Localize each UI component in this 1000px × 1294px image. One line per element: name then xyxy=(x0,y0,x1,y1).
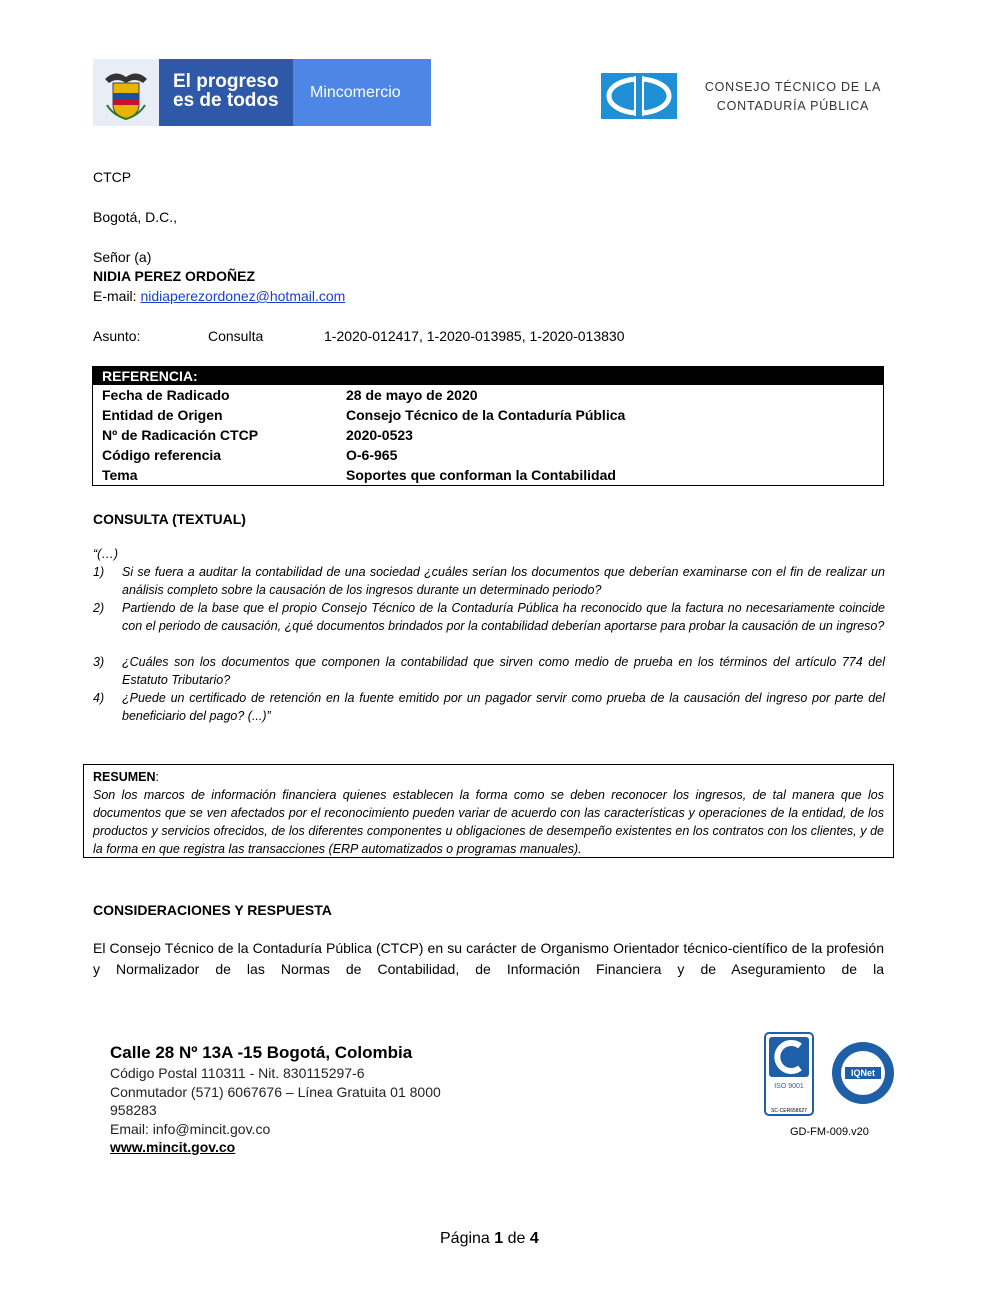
reference-key: Código referencia xyxy=(102,447,222,463)
footer-address xyxy=(110,1042,530,1157)
subject-line xyxy=(93,327,693,345)
page-number xyxy=(440,1229,539,1249)
gov-logo xyxy=(93,59,431,126)
phone-line: Conmutador (571) 6067676 – Línea Gratuita 01 8000 xyxy=(110,1083,441,1100)
page-total: 4 xyxy=(529,1230,539,1247)
colombia-coat-of-arms-icon xyxy=(93,59,159,126)
subject-refs: 1-2020-012417, 1-2020-013985, 1-2020-013830 xyxy=(324,328,625,344)
gov-brand xyxy=(159,59,293,126)
table-row xyxy=(93,465,883,485)
item-number: 4) xyxy=(93,691,105,705)
consulta-heading: CONSULTA (TEXTUAL) xyxy=(93,511,246,527)
recipient-email-link[interactable]: nidiaperezordonez@hotmail.com xyxy=(140,288,346,304)
gov-brand-line1: El progreso xyxy=(173,71,279,92)
subject-type: Consulta xyxy=(208,328,264,344)
address-title: Calle 28 Nº 13A -15 Bogotá, Colombia xyxy=(110,1043,413,1062)
reference-key: Tema xyxy=(102,467,138,483)
recipient-email-line xyxy=(93,287,345,305)
table-row xyxy=(93,425,883,445)
ctcp-org-name xyxy=(693,78,893,116)
ministry-name: Mincomercio xyxy=(293,59,431,126)
email-label: E-mail: xyxy=(93,288,141,304)
sender: CTCP xyxy=(93,169,132,185)
iqnet-label: IQNet xyxy=(850,1068,876,1078)
reference-value: Consejo Técnico de la Contaduría Pública xyxy=(346,407,626,423)
org-line2: CONTADURÍA PÚBLICA xyxy=(716,99,870,113)
salutation: Señor (a) xyxy=(93,249,152,265)
item-number: 3) xyxy=(93,655,105,669)
reference-key: Nº de Radicación CTCP xyxy=(102,427,259,443)
reference-value: O-6-965 xyxy=(346,447,398,463)
item-number: 1) xyxy=(93,565,105,579)
summary-label: RESUMEN xyxy=(93,770,156,784)
gov-brand-line2: es de todos xyxy=(173,90,279,111)
reference-table xyxy=(92,366,884,486)
subject-label: Asunto: xyxy=(93,328,141,344)
iso-9001-badge-icon xyxy=(764,1032,814,1116)
reference-title: REFERENCIA: xyxy=(93,367,883,385)
table-row xyxy=(93,405,883,425)
item-number: 2) xyxy=(93,601,105,615)
table-row xyxy=(93,385,883,405)
summary-text: Son los marcos de información financiera quienes establecen la forma como se deben reconocer los ingresos, de tal manera que los documentos que se ven afectados por el reconocimiento pueden variar de acuerdo con las características y operaciones de la entidad, de los productos y servicios ofrecidos, de los diferentes componentes u obligaciones de desempeño existentes en los contratos con los clientes, y de la forma en que registra las transacciones (ERP automatizados o programas manuales). xyxy=(93,788,884,856)
place: Bogotá, D.C., xyxy=(93,209,178,225)
item-text: ¿Cuáles son los documentos que componen la contabilidad que sirven como medio de prueba en los términos del artículo 774 del Estatuto Tributario? xyxy=(122,655,885,687)
summary-box xyxy=(83,764,894,858)
ctcp-logo xyxy=(601,73,891,119)
reference-key: Entidad de Origen xyxy=(102,407,223,423)
postal-line: Código Postal 110311 - Nit. 830115297-6 xyxy=(110,1065,365,1081)
page-separator: de xyxy=(507,1230,526,1247)
considerations-heading: CONSIDERACIONES Y RESPUESTA xyxy=(93,902,332,918)
table-row xyxy=(93,445,883,465)
footer-email: Email: info@mincit.gov.co xyxy=(110,1120,271,1137)
reference-value: 2020-0523 xyxy=(346,427,413,443)
phone-line-cont: 958283 xyxy=(110,1102,157,1118)
ctcp-emblem-icon xyxy=(601,73,677,119)
iso-label: ISO 9001 xyxy=(774,1083,804,1090)
item-text: Partiendo de la base que el propio Consejo Técnico de la Contaduría Pública ha reconocido que la factura no necesariamente coincide con el periodo de causación, ¿qué documentos brindados por la contabilidad deberían aportarse para probar la causación de un ingreso? xyxy=(122,601,885,633)
consulta-open-quote: “(…) xyxy=(93,547,118,561)
item-text: ¿Puede un certificado de retención en la fuente emitido por un pagador servir como prueba de la causación del ingreso por parte del beneficiario del pago? (...)” xyxy=(122,691,885,723)
summary-colon: : xyxy=(155,770,159,784)
website-link[interactable]: www.mincit.gov.co xyxy=(110,1139,236,1155)
iso-cert: SC-CER658627 xyxy=(771,1108,807,1114)
considerations-paragraph: El Consejo Técnico de la Contaduría Pública (CTCP) en su carácter de Organismo Orientador técnico-científico de la profesión y Normalizador de las Normas de Contabilidad, de Información Financiera y de Aseguramiento de la xyxy=(93,940,884,977)
reference-value: 28 de mayo de 2020 xyxy=(346,387,478,403)
page-current: 1 xyxy=(494,1230,504,1247)
reference-value: Soportes que conforman la Contabilidad xyxy=(346,467,616,483)
document-code: GD-FM-009.v20 xyxy=(790,1126,869,1138)
item-text: Si se fuera a auditar la contabilidad de una sociedad ¿cuáles serían los documentos que deberían examinarse con el fin de realizar un análisis completo sobre la causación de los ingresos durante un determinado periodo? xyxy=(122,565,885,597)
page-prefix: Página xyxy=(440,1230,490,1247)
reference-key: Fecha de Radicado xyxy=(102,387,230,403)
iqnet-badge-icon xyxy=(830,1040,896,1106)
org-line1: CONSEJO TÉCNICO DE LA xyxy=(704,80,882,94)
recipient-name: NIDIA PEREZ ORDOÑEZ xyxy=(93,268,256,284)
